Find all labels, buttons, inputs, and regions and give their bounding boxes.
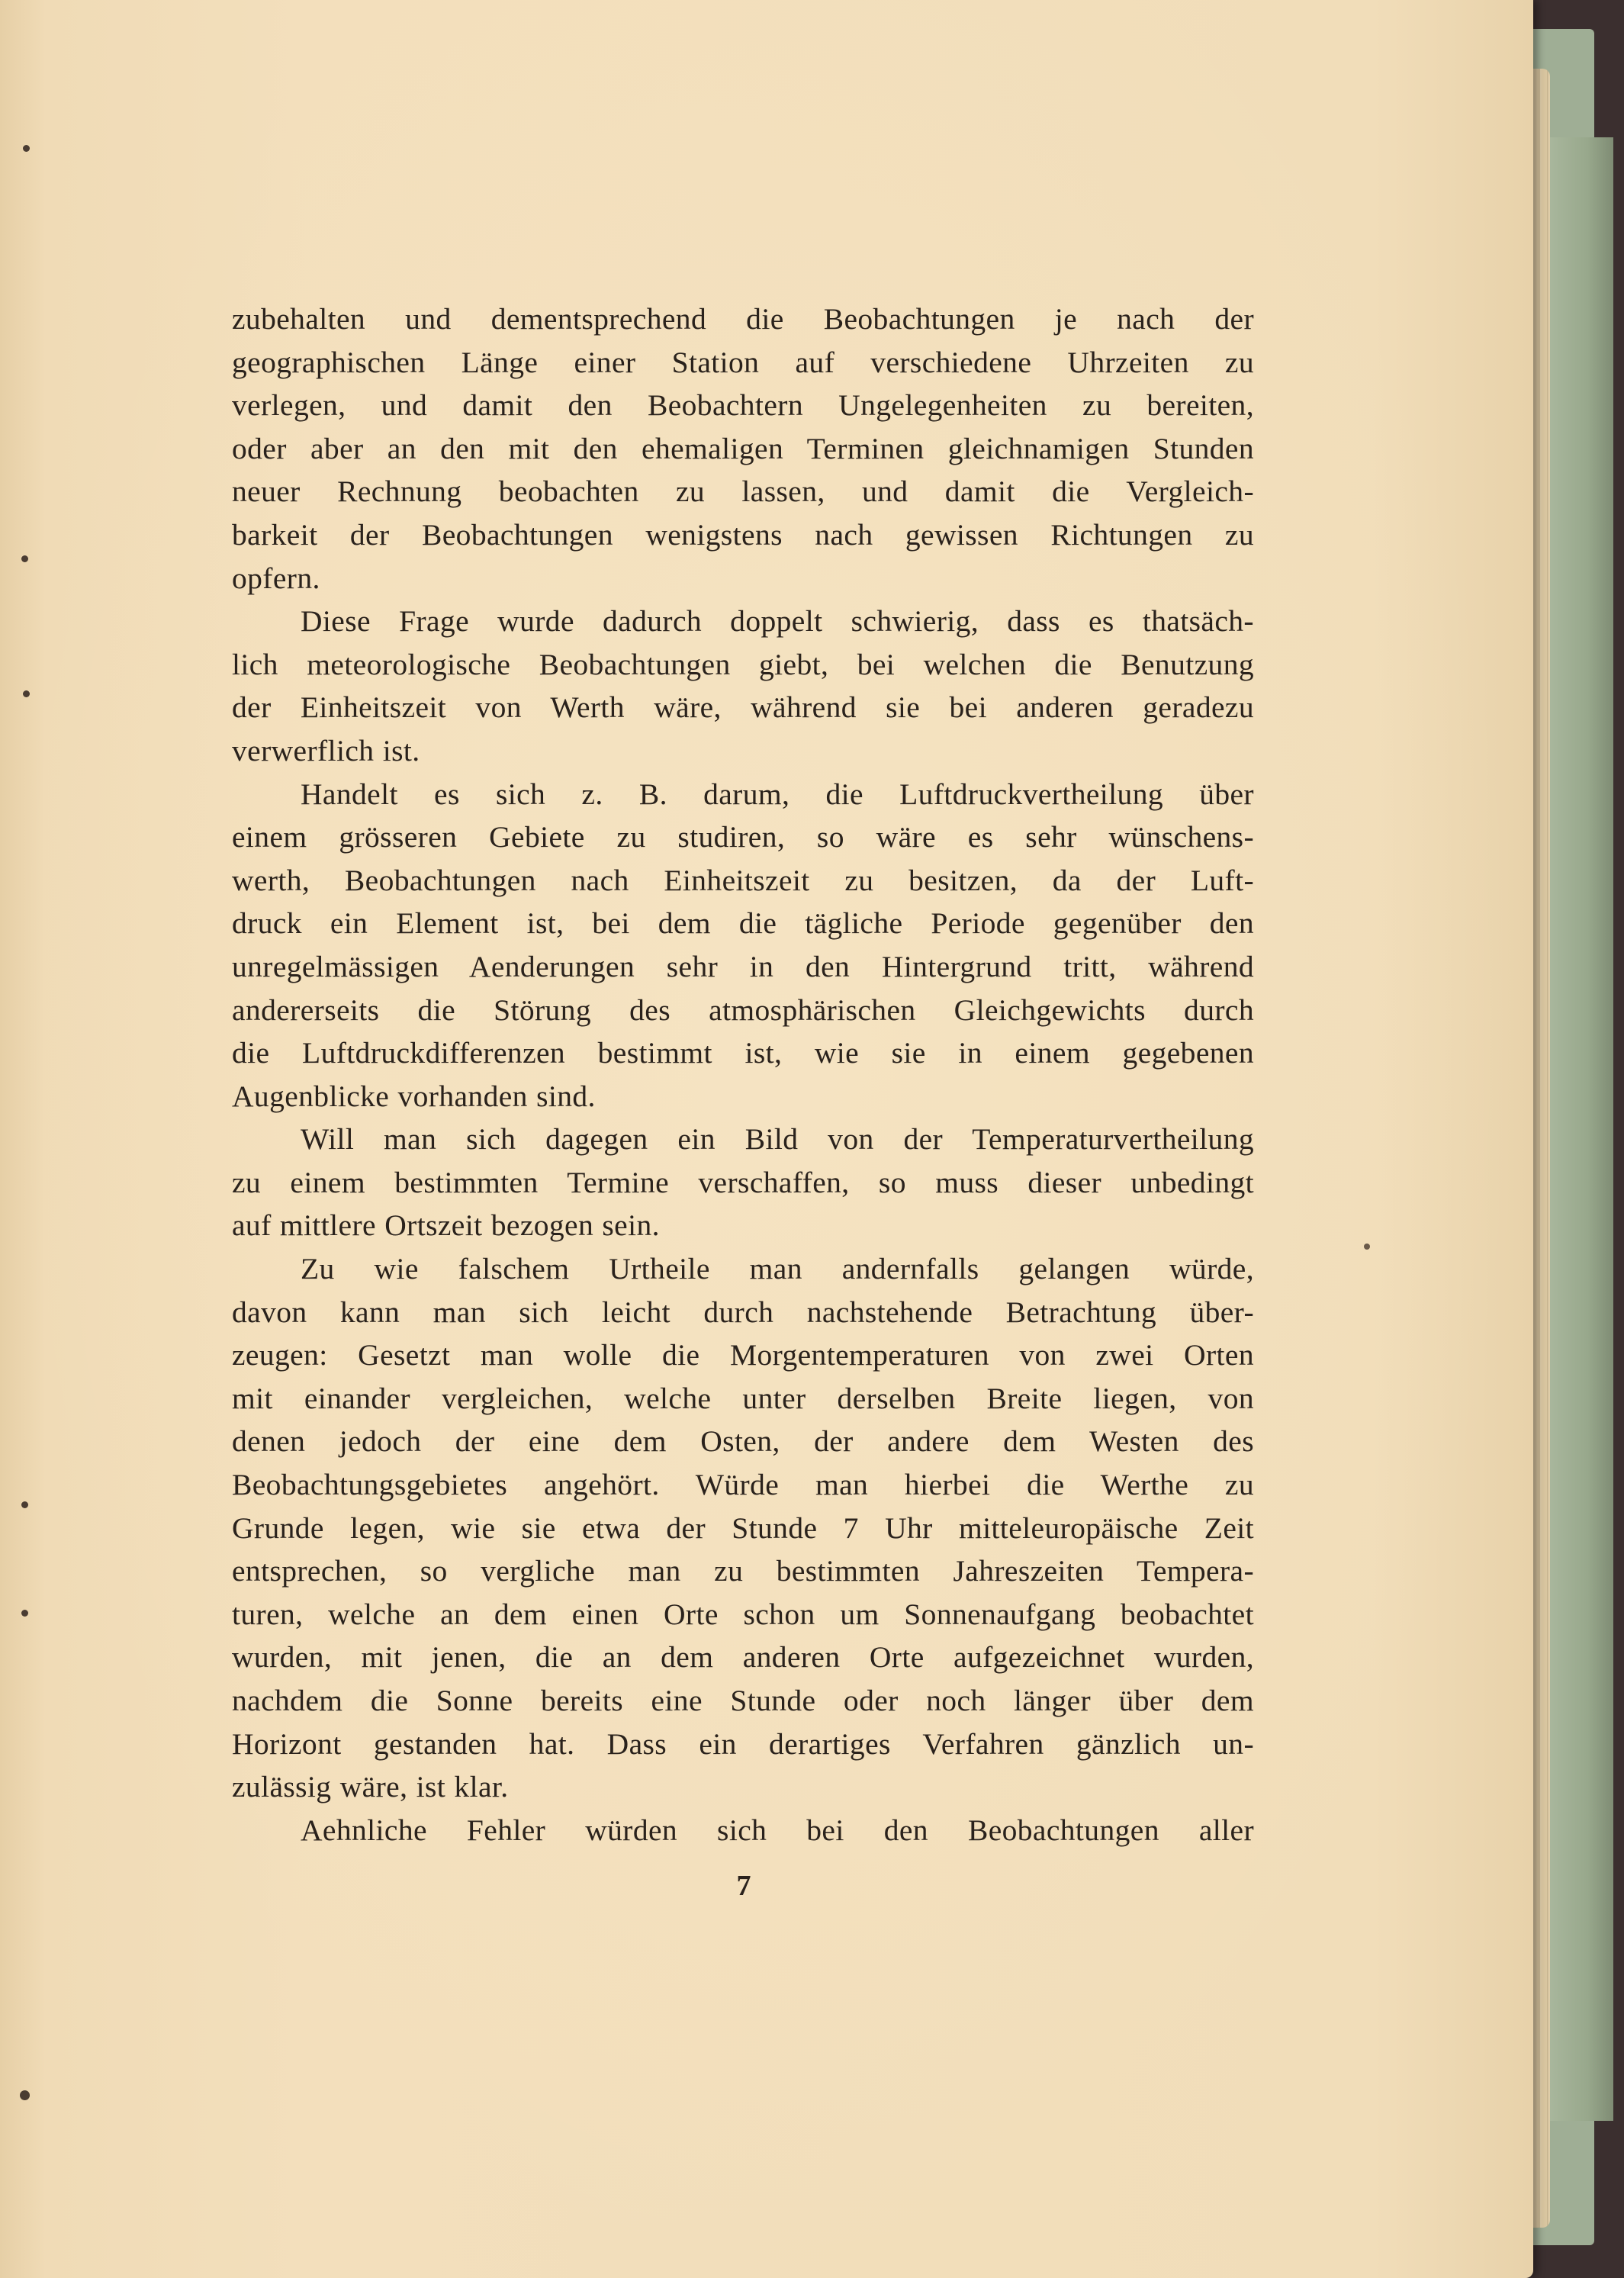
text-line: unregelmässigen Aenderungen sehr in den Hintergrund tritt, während bbox=[232, 949, 1254, 983]
text-line: zubehalten und dementsprechend die Beobachtungen je nach der bbox=[232, 302, 1254, 336]
text-line: zu einem bestimmten Termine verschaffen, so muss dieser unbedingt bbox=[232, 1165, 1254, 1199]
text-line: Augenblicke vorhanden sind. bbox=[232, 1079, 596, 1113]
text-line: Aehnliche Fehler würden sich bei den Beobachtungen aller bbox=[301, 1813, 1254, 1847]
text-line: Beobachtungsgebietes angehört. Würde man hierbei die Werthe zu bbox=[232, 1468, 1254, 1502]
binding-hole-mark bbox=[21, 1501, 28, 1508]
text-line: wurden, mit jenen, die an dem anderen Orte aufgezeichnet wurden, bbox=[232, 1640, 1254, 1675]
paper-speck bbox=[1364, 1244, 1370, 1250]
text-line: entsprechen, so vergliche man zu bestimmten Jahreszeiten Tempera- bbox=[232, 1554, 1254, 1588]
text-line: davon kann man sich leicht durch nachstehende Betrachtung über- bbox=[232, 1295, 1254, 1329]
text-line: verlegen, und damit den Beobachtern Ungelegenheiten zu bereiten, bbox=[232, 388, 1254, 423]
text-line: Handelt es sich z. B. darum, die Luftdruckvertheilung über bbox=[301, 777, 1254, 811]
text-line: Diese Frage wurde dadurch doppelt schwierig, dass es thatsäch- bbox=[301, 604, 1254, 639]
text-line: Grunde legen, wie sie etwa der Stunde 7 Uhr mitteleuropäische Zeit bbox=[232, 1511, 1254, 1545]
text-line: mit einander vergleichen, welche unter derselben Breite liegen, von bbox=[232, 1381, 1254, 1415]
binding-hole-mark bbox=[21, 555, 28, 562]
body-text bbox=[232, 298, 1254, 1852]
text-line: nachdem die Sonne bereits eine Stunde oder noch länger über dem bbox=[232, 1684, 1254, 1717]
book-cover-edge bbox=[1548, 137, 1613, 2121]
text-line: zulässig wäre, ist klar. bbox=[232, 1770, 509, 1804]
text-line: zeugen: Gesetzt man wolle die Morgentemperaturen von zwei Orten bbox=[232, 1338, 1254, 1372]
binding-hole-mark bbox=[23, 690, 30, 697]
text-line: druck ein Element ist, bei dem die tägliche Periode gegenüber den bbox=[232, 906, 1254, 941]
binding-hole-mark bbox=[23, 145, 30, 152]
page-number: 7 bbox=[736, 1870, 751, 1902]
text-line: geographischen Länge einer Station auf verschiedene Uhrzeiten zu bbox=[232, 345, 1254, 379]
text-line: werth, Beobachtungen nach Einheitszeit zu besitzen, da der Luft- bbox=[232, 863, 1254, 897]
text-line: auf mittlere Ortszeit bezogen sein. bbox=[232, 1208, 660, 1243]
text-line: oder aber an den mit den ehemaligen Terminen gleichnamigen Stunden bbox=[232, 431, 1254, 465]
text-line: andererseits die Störung des atmosphärischen Gleichgewichts durch bbox=[232, 993, 1254, 1027]
text-line: barkeit der Beobachtungen wenigstens nach gewissen Richtungen zu bbox=[232, 517, 1254, 552]
text-line: denen jedoch der eine dem Osten, der andere dem Westen des bbox=[232, 1424, 1254, 1459]
text-line: einem grösseren Gebiete zu studiren, so wäre es sehr wünschens- bbox=[232, 820, 1254, 854]
text-line: lich meteorologische Beobachtungen giebt, bei welchen die Benutzung bbox=[232, 647, 1254, 681]
binding-hole-mark bbox=[20, 2090, 30, 2100]
text-line: Horizont gestanden hat. Dass ein derartiges Verfahren gänzlich un- bbox=[232, 1726, 1254, 1761]
text-line: neuer Rechnung beobachten zu lassen, und damit die Vergleich- bbox=[232, 475, 1254, 509]
text-line: Zu wie falschem Urtheile man andernfalls gelangen würde, bbox=[301, 1252, 1254, 1286]
text-line: turen, welche an dem einen Orte schon um Sonnenaufgang beobachtet bbox=[232, 1597, 1254, 1631]
text-line: opfern. bbox=[232, 561, 320, 595]
text-line: der Einheitszeit von Werth wäre, während sie bei anderen geradezu bbox=[232, 690, 1254, 725]
text-line: verwerflich ist. bbox=[232, 733, 420, 767]
text-line: die Luftdruckdifferenzen bestimmt ist, wie sie in einem gegebenen bbox=[232, 1036, 1254, 1070]
binding-hole-mark bbox=[21, 1610, 28, 1617]
text-line: Will man sich dagegen ein Bild von der Temperaturvertheilung bbox=[301, 1122, 1254, 1157]
